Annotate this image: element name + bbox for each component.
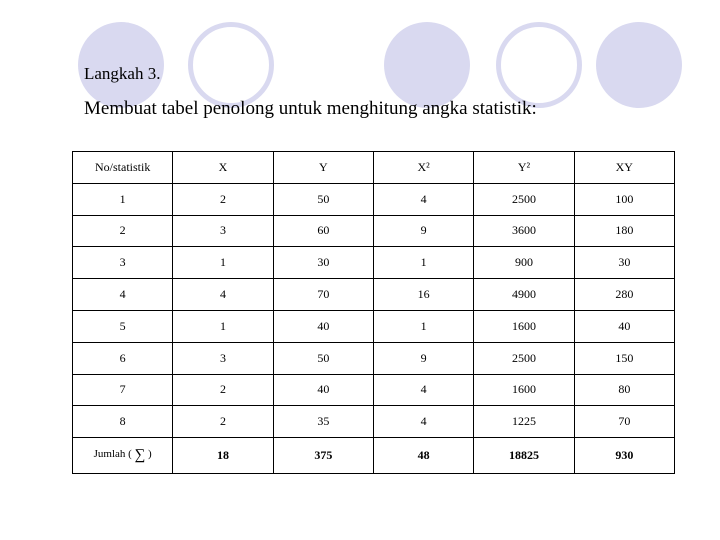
table-cell: 7 bbox=[73, 374, 173, 406]
table-cell: 60 bbox=[273, 215, 373, 247]
table-cell: 5 bbox=[73, 310, 173, 342]
total-cell: 48 bbox=[373, 438, 473, 474]
table-row bbox=[73, 279, 675, 311]
table-row bbox=[73, 215, 675, 247]
table-cell: 1 bbox=[373, 247, 473, 279]
table-cell: 3 bbox=[173, 215, 273, 247]
header-cell: X bbox=[173, 152, 273, 184]
total-label-prefix: Jumlah ( bbox=[93, 448, 132, 461]
total-cell: 930 bbox=[574, 438, 674, 474]
table-cell: 6 bbox=[73, 342, 173, 374]
total-label-suffix: ) bbox=[148, 448, 152, 461]
table-cell: 80 bbox=[574, 374, 674, 406]
table-cell: 8 bbox=[73, 406, 173, 438]
table-cell: 40 bbox=[273, 310, 373, 342]
total-cell: 18825 bbox=[474, 438, 574, 474]
table-cell: 2 bbox=[173, 183, 273, 215]
table-cell: 180 bbox=[574, 215, 674, 247]
table-cell: 35 bbox=[273, 406, 373, 438]
table-cell: 4 bbox=[173, 279, 273, 311]
table-cell: 4 bbox=[373, 183, 473, 215]
table-cell: 150 bbox=[574, 342, 674, 374]
table-row bbox=[73, 342, 675, 374]
statistics-table bbox=[72, 151, 675, 474]
table-cell: 4 bbox=[373, 374, 473, 406]
header-cell: Y bbox=[273, 152, 373, 184]
table-cell: 1 bbox=[373, 310, 473, 342]
table-cell: 1 bbox=[173, 247, 273, 279]
header-cell: X² bbox=[373, 152, 473, 184]
table-row bbox=[73, 374, 675, 406]
table-row bbox=[73, 247, 675, 279]
table-cell: 280 bbox=[574, 279, 674, 311]
table-cell: 40 bbox=[574, 310, 674, 342]
table-cell: 70 bbox=[273, 279, 373, 311]
table-row bbox=[73, 310, 675, 342]
table-cell: 70 bbox=[574, 406, 674, 438]
table-cell: 1 bbox=[73, 183, 173, 215]
table-cell: 1225 bbox=[474, 406, 574, 438]
total-row bbox=[73, 438, 675, 474]
table-cell: 30 bbox=[574, 247, 674, 279]
table-cell: 40 bbox=[273, 374, 373, 406]
table-cell: 2500 bbox=[474, 183, 574, 215]
decorative-circle bbox=[496, 22, 582, 108]
table-cell: 30 bbox=[273, 247, 373, 279]
step-description: Membuat tabel penolong untuk menghitung angka statistik: bbox=[84, 98, 537, 119]
table-cell: 1600 bbox=[474, 374, 574, 406]
table-cell: 2 bbox=[173, 406, 273, 438]
table-cell: 1600 bbox=[474, 310, 574, 342]
table-cell: 50 bbox=[273, 342, 373, 374]
table-header-row bbox=[73, 152, 675, 184]
table-cell: 2 bbox=[73, 215, 173, 247]
table-row bbox=[73, 406, 675, 438]
header-cell: Y² bbox=[474, 152, 574, 184]
header-cell: No/statistik bbox=[73, 152, 173, 184]
table-cell: 3 bbox=[173, 342, 273, 374]
table-cell: 4 bbox=[373, 406, 473, 438]
decorative-circle bbox=[596, 22, 682, 108]
decorative-circle bbox=[384, 22, 470, 108]
header-cell: XY bbox=[574, 152, 674, 184]
table-row bbox=[73, 183, 675, 215]
table-cell: 2500 bbox=[474, 342, 574, 374]
table-cell: 100 bbox=[574, 183, 674, 215]
table-cell: 900 bbox=[474, 247, 574, 279]
table-cell: 3600 bbox=[474, 215, 574, 247]
table-cell: 2 bbox=[173, 374, 273, 406]
total-label-cell bbox=[73, 438, 173, 474]
total-cell: 18 bbox=[173, 438, 273, 474]
table-cell: 9 bbox=[373, 215, 473, 247]
table-cell: 4 bbox=[73, 279, 173, 311]
step-heading: Langkah 3. bbox=[84, 64, 161, 83]
table-cell: 4900 bbox=[474, 279, 574, 311]
table-cell: 1 bbox=[173, 310, 273, 342]
table-cell: 9 bbox=[373, 342, 473, 374]
table-cell: 16 bbox=[373, 279, 473, 311]
table-cell: 50 bbox=[273, 183, 373, 215]
total-cell: 375 bbox=[273, 438, 373, 474]
sigma-symbol: ∑ bbox=[134, 447, 146, 464]
table-cell: 3 bbox=[73, 247, 173, 279]
decorative-circle bbox=[188, 22, 274, 108]
